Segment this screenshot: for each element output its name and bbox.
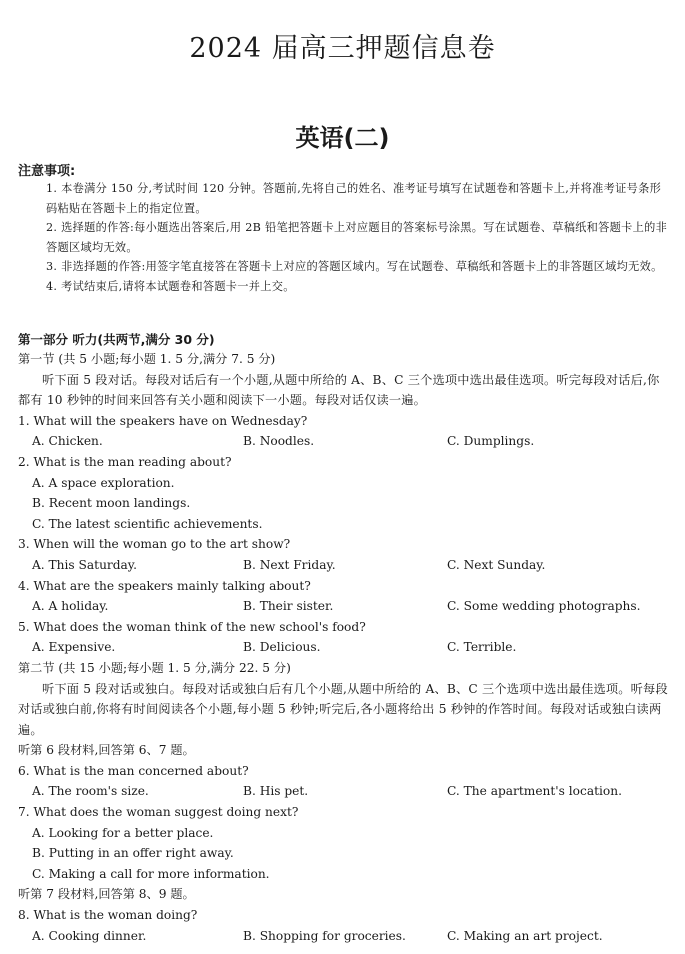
listening-section xyxy=(18,349,670,946)
option-b: B. His pet. xyxy=(243,784,309,799)
notice-item: 4. 考试结束后,请将本试题卷和答题卡一并上交。 xyxy=(46,279,295,293)
notice-item: 3. 非选择题的作答:用签字笔直接答在答题卡上对应的答题区域内。写在试题卷、草稿纸和答题卡上的非答题区域均无效。 xyxy=(46,260,663,273)
option-b: B. Noodles. xyxy=(243,434,315,449)
option-c: C. Dumplings. xyxy=(447,434,535,449)
option-a: A. This Saturday. xyxy=(32,557,137,572)
part1-heading: 第一部分 听力(共两节,满分 30 分) xyxy=(18,332,215,347)
option-b: B. Delicious. xyxy=(243,640,321,655)
question-stem: 5. What does the woman think of the new school's food? xyxy=(18,619,366,634)
section1-heading: 第一节 (共 5 小题;每小题 1. 5 分,满分 7. 5 分) xyxy=(18,352,276,366)
option-a: A. A space exploration. xyxy=(32,475,175,490)
material-note: 听第 6 段材料,回答第 6、7 题。 xyxy=(18,743,195,758)
question-stem: 8. What is the woman doing? xyxy=(18,908,198,923)
question-stem: 3. When will the woman go to the art show? xyxy=(18,537,291,552)
option-c: C. The latest scientific achievements. xyxy=(32,516,263,531)
section1-instruction: 听下面 5 段对话。每段对话后有一个小题,从题中所给的 A、B、C 三个选项中选出最佳选项。听完每段对话后,你都有 10 秒钟的时间来回答有关小题和阅读下一小题。每段对话仅读一遍。 xyxy=(18,372,660,408)
notice-list xyxy=(46,179,670,296)
option-b: B. Shopping for groceries. xyxy=(243,928,406,943)
material-note: 听第 7 段材料,回答第 8、9 题。 xyxy=(18,887,195,902)
option-a: A. The room's size. xyxy=(32,784,149,799)
option-row xyxy=(18,596,670,617)
option-a: A. Chicken. xyxy=(32,434,103,449)
option-a: A. A holiday. xyxy=(32,599,109,614)
option-b: B. Recent moon landings. xyxy=(32,496,191,511)
option-row xyxy=(18,781,670,802)
option-row xyxy=(18,637,670,658)
option-b: B. Putting in an offer right away. xyxy=(32,846,234,861)
section2-heading: 第二节 (共 15 小题;每小题 1. 5 分,满分 22. 5 分) xyxy=(18,660,291,675)
option-a: A. Expensive. xyxy=(32,640,116,655)
question-stem: 2. What is the man reading about? xyxy=(18,454,232,469)
option-c: C. Some wedding photographs. xyxy=(447,599,641,614)
notice-item: 1. 本卷满分 150 分,考试时间 120 分钟。答题前,先将自己的姓名、准考证号填写在试题卷和答题卡上,并将准考证号条形码粘贴在答题卡上的指定位置。 xyxy=(46,182,662,215)
section2-instruction: 听下面 5 段对话或独白。每段对话或独白后有几个小题,从题中所给的 A、B、C 三个选项中选出最佳选项。听每段对话或独白前,你将有时间阅读各个小题,每小题 5 秒钟;听完后,各小题将给出 5 秒钟的作答时间。每段对话或独白读两遍。 xyxy=(18,681,668,737)
option-row xyxy=(18,431,670,452)
option-b: B. Their sister. xyxy=(243,599,334,614)
exam-title: 2024 届高三押题信息卷 xyxy=(189,33,496,64)
option-row xyxy=(18,555,670,576)
option-c: C. Making a call for more information. xyxy=(32,866,270,881)
subject-title: 英语(二) xyxy=(295,124,390,152)
option-a: A. Cooking dinner. xyxy=(32,928,147,943)
option-a: A. Looking for a better place. xyxy=(32,825,214,840)
option-c: C. The apartment's location. xyxy=(447,784,622,799)
option-c: C. Next Sunday. xyxy=(447,557,546,572)
question-stem: 6. What is the man concerned about? xyxy=(18,763,249,778)
question-stem: 4. What are the speakers mainly talking about? xyxy=(18,578,311,593)
option-row xyxy=(18,926,670,947)
option-c: C. Terrible. xyxy=(447,640,517,655)
question-stem: 7. What does the woman suggest doing next? xyxy=(18,805,299,820)
option-c: C. Making an art project. xyxy=(447,928,603,943)
notice-heading: 注意事项: xyxy=(18,164,76,179)
notice-item: 2. 选择题的作答:每小题选出答案后,用 2B 铅笔把答题卡上对应题目的答案标号涂黑。写在试题卷、草稿纸和答题卡上的非答题区域均无效。 xyxy=(46,221,668,254)
option-b: B. Next Friday. xyxy=(243,557,336,572)
question-stem: 1. What will the speakers have on Wednesday? xyxy=(18,413,308,428)
